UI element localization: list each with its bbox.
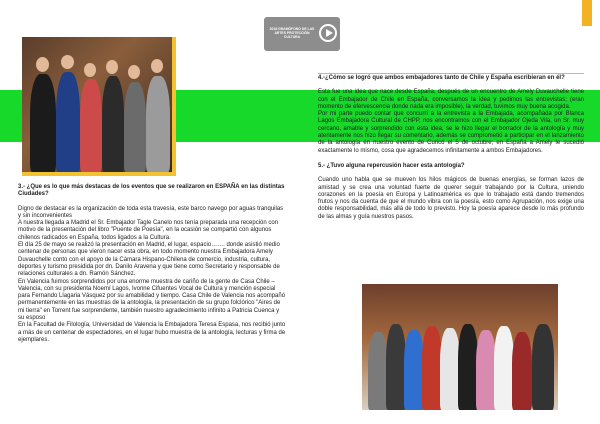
group-photo-top [22,37,176,176]
head [106,60,118,74]
person [80,79,102,172]
head [151,59,163,73]
person [512,332,532,410]
right-column [318,75,584,221]
head [61,55,74,69]
question-3: 3.- ¿Que es lo que más destacas de los eventos que se realizaron en ESPAÑA en las distintas Ciudades? [18,184,285,198]
person [124,82,146,172]
answer-3: Digno de destacar es la organización de toda esta travesía, este barco navego por aguas tranquilas y sin inconvenientes A nuestra llegada a Madrid el Sr. Embajador Tagle Canelo nos tenía preparada una recepción con motivo de la presentación del libro "Puente de Poesía", en la ocasión se compartió con algunos chilenos radicados en España, todos ligados a la Cultura. El día 25 de mayo se realizó la presentación en Madrid, el lugar, espacio……. donde asistió medio centenar de personas que vieron nacer esta obra, en todo momento nuestra Embajadora Amely Duvauchelle conto con el apoyo de la Cámara Hispano-Chilena de comercio, industria, cultura, deportes y turismo presidida por dn. Danilo Aravena y que tiene como Secretario y responsable de relaciones culturales a dn. Ramón Sánchez. En Valencia fuimos sorprendidos por una enorme muestra de cariño de la gente de Casa Chile –Valencia, con su presidenta Noemí Lagos, Ivonne Cifuentes Vocal de Cultura y mención especial para Fernando Llagaria Vásquez por su amabilidad y tiempo. Casa Chile de Valencia nos acompañó permanentemente en las muestras de la antología, la presentación de su grupo folclórico "Aires de mi tierra" en Torrent fue sorprendente, también nuestro agradecimiento infinito a Patricia Cuenca y su esposo En la Facultad de Filología, Universidad de Valencia la Embajadora Teresa Espasa, nos recibió junto a más de un centenar de espectadores, en el lugar hubo muestra de la antología, lecturas y firma de ejemplares. [18,205,286,343]
answer-4: Esta fue una idea que nace desde España, después de un encuentro de Amely Duvauchelle tiene con el Embajador de Chile en España, conversamos la idea y pedimos las entrevistas; (eran momento de efervescencia donde nada era imposible), la verdad, tuvimos muy buena acogida. Por mi parte puedo contar que concurrí a la entrevista a la Embajada, acompañada por Blanca Lagos Embajadora Cultural de CHPP, nos encontramos con el Embajador Ojeda Vila, un Sr. muy cercano, amable y sorprendido con esta idea, se le hizo llegar el borrador de la antología y muy atentamente nos hizo llegar su comentario, además se comprometió a participar en el lanzamiento de la antología en nuestro evento de Curicó el 5 de octubre; en España a Amely le sucedió exactamente lo mismo, cosa que agradecemos infinitamente a ambos Embajadores. [318,89,584,154]
gramofono-logo [264,17,340,51]
person [440,328,460,410]
head [36,57,49,72]
person [102,76,124,172]
person [404,330,424,410]
person [476,330,496,410]
head [84,63,96,77]
column-rule [318,73,584,74]
answer-5: Cuando uno habla que se mueven los hilos mágicos de buenas energías, se forman lazos de amistad y se crea una voluntad fuerte de querer seguir trabajando por la Cultura, uniendo corazones en la poesía en Europa y Latinoamérica es que lo trabajado está dando tremendos frutos y nos da cuenta de que el mundo vibra con la poesía, esto como Agrupación, nos exige una doble responsabilidad, más allá de todo lo previsto. Hoy la poesía aparece desde lo más profundo de las almas y guía nuestros pasos. [318,177,584,220]
person [494,326,514,410]
person [422,326,442,410]
head [128,65,140,79]
person [30,74,56,172]
person [56,72,80,172]
person [532,324,554,410]
person [146,76,170,172]
left-column [18,184,286,344]
question-5: 5.- ¿Tuvo alguna repercusión hacer esta antología? [318,162,465,169]
person [368,332,388,410]
logo-text: 2018 GRAMÓFONO DE LAS ARTES PROTECCIÓN CULTURA [269,27,315,39]
orange-accent-bar [582,0,592,26]
person [458,324,478,410]
question-4: 4.-¿Cómo se logró que ambos embajadores tanto de Chile y España escribieran en él? [318,75,565,81]
play-icon [319,24,337,42]
person [386,324,406,410]
group-photo-bottom [362,284,558,410]
